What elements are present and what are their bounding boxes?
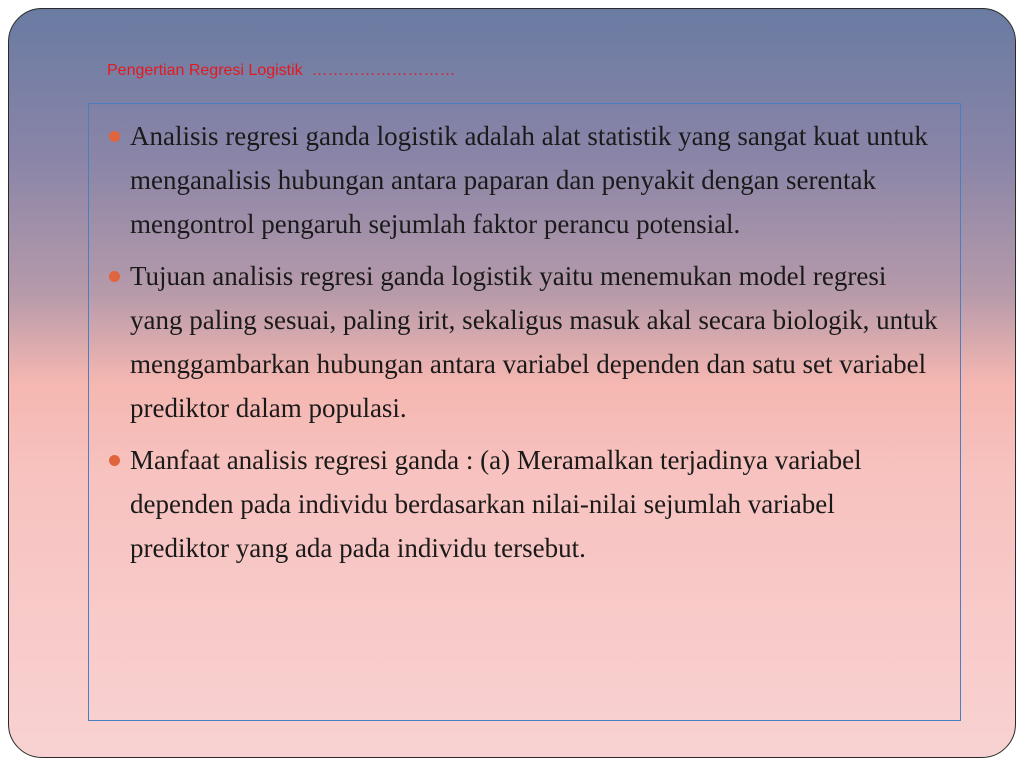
bullet-text: Tujuan analisis regresi ganda logistik yaitu menemukan model regresi yang paling sesuai, paling irit, sekaligus masuk akal secara biologik, untuk menggambarkan hubungan antara variabel dependen dan satu set variabel prediktor dalam populasi.: [130, 261, 938, 423]
bullet-dot-icon: [109, 131, 120, 142]
bullet-item: [107, 114, 939, 246]
bullet-text: Analisis regresi ganda logistik adalah alat statistik yang sangat kuat untuk menganalisis hubungan antara paparan dan penyakit dengan serentak mengontrol pengaruh sejumlah faktor perancu potensial.: [130, 121, 928, 239]
bullet-dot-icon: [109, 271, 120, 282]
bullet-item: [107, 438, 939, 570]
bullet-text: Manfaat analisis regresi ganda : (a) Meramalkan terjadinya variabel dependen pada individu berdasarkan nilai-nilai sejumlah variabel prediktor yang ada pada individu tersebut.: [130, 445, 862, 563]
bullet-item: [107, 254, 939, 430]
content-box: [88, 103, 961, 721]
bullet-list: [107, 114, 939, 578]
bullet-dot-icon: [109, 455, 120, 466]
slide: [8, 8, 1016, 758]
slide-title: Pengertian Regresi Logistik ………………………: [107, 62, 456, 79]
